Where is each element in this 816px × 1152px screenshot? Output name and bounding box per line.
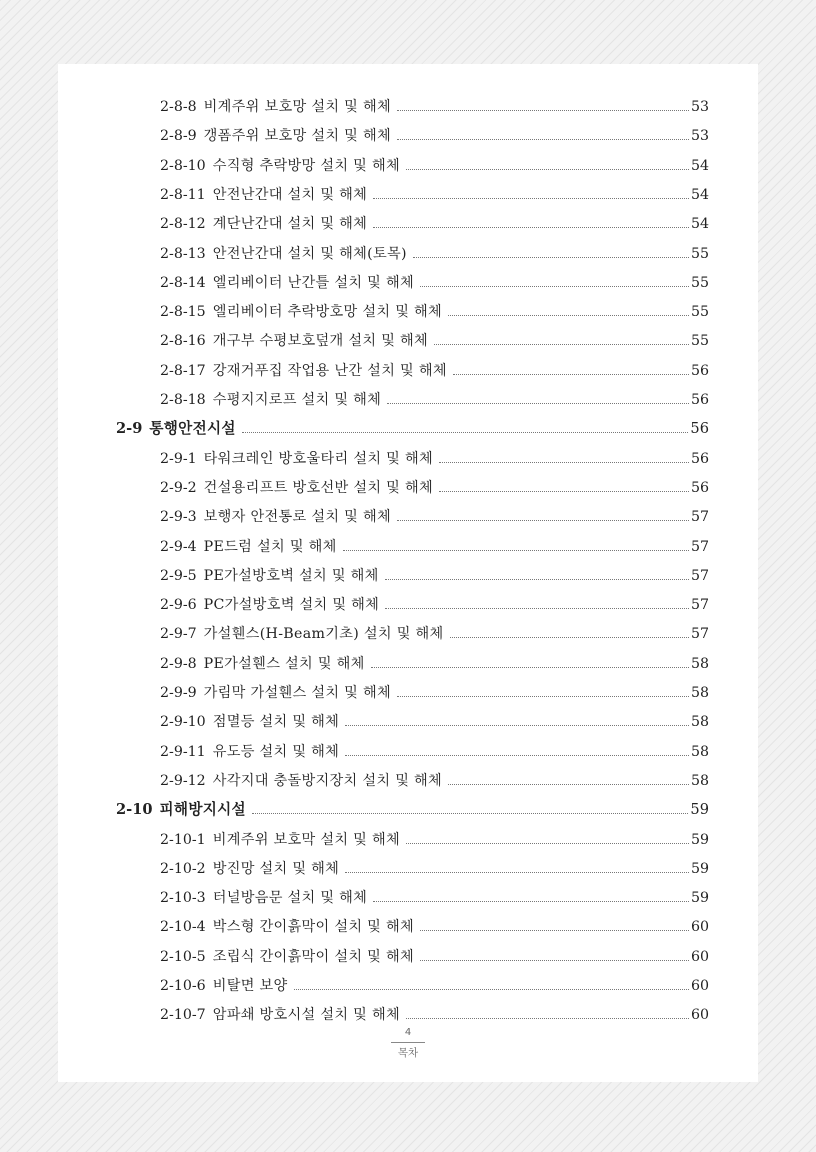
toc-entry-title: 비탈면 보양 xyxy=(212,978,288,994)
toc-entry-number: 2-9-1 xyxy=(160,450,197,467)
toc-entry-page: 53 xyxy=(690,99,709,115)
toc-entry-title: 방진망 설치 및 해체 xyxy=(212,860,340,877)
toc-entry-row[interactable] xyxy=(160,471,709,497)
toc-entry-title: 점멸등 설치 및 해체 xyxy=(212,714,340,731)
toc-dot-leader xyxy=(439,462,689,463)
toc-dot-leader xyxy=(252,813,689,814)
toc-dot-leader xyxy=(448,784,689,785)
toc-entry-number: 2-10 xyxy=(116,801,153,819)
toc-entry-page: 57 xyxy=(690,597,709,614)
toc-dot-leader xyxy=(453,374,689,375)
toc-dot-leader xyxy=(448,315,689,316)
toc-dot-leader xyxy=(373,227,689,228)
toc-entry-title: 타워크레인 방호울타리 설치 및 해체 xyxy=(203,450,433,467)
toc-dot-leader xyxy=(420,930,689,931)
toc-entry-row[interactable] xyxy=(160,823,709,849)
footer-label: 목차 xyxy=(397,1047,419,1059)
toc-entry-page: 59 xyxy=(690,831,709,848)
toc-dot-leader xyxy=(406,843,689,844)
toc-dot-leader xyxy=(420,960,689,961)
toc-entry-row[interactable] xyxy=(160,881,709,907)
toc-entry-number: 2-9-6 xyxy=(160,597,197,614)
toc-entry-row[interactable] xyxy=(160,617,709,643)
toc-entry-row[interactable] xyxy=(160,852,709,878)
toc-entry-page: 60 xyxy=(690,919,709,936)
toc-entry-row[interactable] xyxy=(160,998,709,1024)
toc-entry-row[interactable] xyxy=(160,940,709,966)
toc-entry-row[interactable] xyxy=(160,178,709,204)
toc-dot-leader xyxy=(397,110,689,111)
toc-entry-number: 2-9-4 xyxy=(160,538,197,555)
toc-entry-page: 56 xyxy=(690,392,709,408)
toc-entry-page: 56 xyxy=(690,420,709,438)
toc-entry-title: 박스형 간이흙막이 설치 및 해체 xyxy=(212,919,415,936)
toc-dot-leader xyxy=(294,989,689,990)
toc-entry-row[interactable] xyxy=(160,705,709,731)
toc-dot-leader xyxy=(413,257,689,258)
toc-entry-page: 55 xyxy=(690,245,709,262)
toc-entry-number: 2-9-11 xyxy=(160,743,206,760)
toc-entry-title: 통행안전시설 xyxy=(149,420,236,438)
toc-entry-title: PE가설방호벽 설치 및 해체 xyxy=(203,567,379,584)
toc-entry-number: 2-10-6 xyxy=(160,978,206,994)
toc-entry-number: 2-10-7 xyxy=(160,1007,206,1024)
toc-entry-number: 2-10-2 xyxy=(160,860,206,877)
toc-dot-leader xyxy=(397,520,689,521)
toc-entry-number: 2-8-14 xyxy=(160,274,206,291)
toc-entry-page: 57 xyxy=(690,626,709,643)
toc-dot-leader xyxy=(434,344,689,345)
toc-entry-title: 안전난간대 설치 및 해체(토목) xyxy=(212,245,407,262)
toc-entry-number: 2-8-17 xyxy=(160,362,206,379)
toc-dot-leader xyxy=(345,725,689,726)
toc-entry-page: 57 xyxy=(690,538,709,555)
toc-entry-row[interactable] xyxy=(160,969,709,995)
toc-dot-leader xyxy=(450,637,689,638)
toc-entry-row[interactable] xyxy=(160,90,709,116)
toc-entry-row[interactable] xyxy=(160,559,709,585)
toc-entry-page: 58 xyxy=(690,743,709,760)
toc-dot-leader xyxy=(385,579,689,580)
page-footer xyxy=(58,1026,758,1060)
toc-entry-row[interactable] xyxy=(160,324,709,350)
toc-entry-number: 2-8-9 xyxy=(160,128,197,145)
toc-entry-page: 54 xyxy=(690,157,709,174)
toc-entry-page: 60 xyxy=(690,978,709,994)
toc-entry-title: 터널방음문 설치 및 해체 xyxy=(212,890,368,907)
toc-dot-leader xyxy=(420,286,689,287)
toc-entry-title: 가설휀스(H-Beam기초) 설치 및 해체 xyxy=(203,626,444,643)
toc-dot-leader xyxy=(373,901,689,902)
toc-entry-number: 2-10-5 xyxy=(160,948,206,965)
toc-entry-number: 2-8-16 xyxy=(160,333,206,350)
toc-entry-title: 건설용리프트 방호선반 설치 및 해체 xyxy=(203,479,433,496)
toc-entry-number: 2-8-13 xyxy=(160,245,206,262)
toc-entry-title: 수평지지로프 설치 및 해체 xyxy=(212,392,382,408)
toc-entry-title: PE가설휀스 설치 및 해체 xyxy=(203,655,365,672)
page-number: 4 xyxy=(404,1027,412,1038)
toc-entry-number: 2-8-12 xyxy=(160,216,206,233)
toc-entry-row[interactable] xyxy=(160,676,709,702)
toc-entry-title: 피해방지시설 xyxy=(159,801,246,819)
toc-entry-page: 54 xyxy=(690,186,709,203)
toc-entry-number: 2-9-8 xyxy=(160,655,197,672)
toc-entry-page: 54 xyxy=(690,216,709,233)
toc-entry-row[interactable] xyxy=(160,119,709,145)
toc-entry-number: 2-8-18 xyxy=(160,392,206,408)
toc-entry-row[interactable] xyxy=(160,530,709,556)
toc-entry-number: 2-8-15 xyxy=(160,304,206,321)
toc-entry-number: 2-10-4 xyxy=(160,919,206,936)
toc-entry-page: 58 xyxy=(690,772,709,789)
toc-entry-page: 60 xyxy=(690,1007,709,1024)
toc-section-row[interactable] xyxy=(116,793,709,819)
toc-entry-page: 55 xyxy=(690,304,709,321)
toc-entry-row[interactable] xyxy=(160,149,709,175)
toc-entry-row[interactable] xyxy=(160,383,709,409)
toc-entry-title: 갱폼주위 보호망 설치 및 해체 xyxy=(203,128,391,145)
toc-dot-leader xyxy=(397,139,689,140)
toc-entry-number: 2-9-3 xyxy=(160,509,197,526)
toc-dot-leader xyxy=(385,608,689,609)
toc-entry-page: 58 xyxy=(690,714,709,731)
toc-entry-number: 2-10-3 xyxy=(160,890,206,907)
toc-dot-leader xyxy=(345,755,689,756)
toc-entry-page: 57 xyxy=(690,509,709,526)
toc-entry-page: 55 xyxy=(690,274,709,291)
toc-entry-title: 엘리베이터 추락방호망 설치 및 해체 xyxy=(212,304,443,321)
toc-entry-row[interactable] xyxy=(160,500,709,526)
toc-entry-number: 2-9 xyxy=(116,420,143,438)
toc-dot-leader xyxy=(387,403,689,404)
toc-entry-title: 보행자 안전통로 설치 및 해체 xyxy=(203,509,391,526)
toc-entry-page: 56 xyxy=(690,450,709,467)
toc-entry-number: 2-9-2 xyxy=(160,479,197,496)
toc-entry-row[interactable] xyxy=(160,442,709,468)
toc-entry-title: 비계주위 보호망 설치 및 해체 xyxy=(203,99,391,115)
toc-entry-number: 2-9-9 xyxy=(160,685,197,701)
toc-entry-row[interactable] xyxy=(160,735,709,761)
document-page xyxy=(58,64,758,1082)
toc-dot-leader xyxy=(373,198,689,199)
toc-entry-title: PC가설방호벽 설치 및 해체 xyxy=(203,597,380,614)
toc-entry-title: 엘리베이터 난간틀 설치 및 해체 xyxy=(212,274,415,291)
toc-entry-number: 2-10-1 xyxy=(160,831,206,848)
footer-divider xyxy=(391,1042,425,1043)
toc-entry-page: 56 xyxy=(690,362,709,379)
toc-entry-title: PE드럼 설치 및 해체 xyxy=(203,538,337,555)
toc-entry-row[interactable] xyxy=(160,910,709,936)
toc-section-row[interactable] xyxy=(116,412,709,438)
toc-dot-leader xyxy=(345,872,689,873)
toc-entry-row[interactable] xyxy=(160,588,709,614)
toc-entry-number: 2-8-11 xyxy=(160,186,206,203)
toc-entry-title: 가림막 가설휀스 설치 및 해체 xyxy=(203,685,391,701)
toc-dot-leader xyxy=(439,491,689,492)
toc-entry-row[interactable] xyxy=(160,295,709,321)
toc-dot-leader xyxy=(343,550,689,551)
toc-entry-page: 58 xyxy=(690,685,709,701)
toc-entry-title: 조립식 간이흙막이 설치 및 해체 xyxy=(212,948,415,965)
toc-entry-title: 사각지대 충돌방지장치 설치 및 해체 xyxy=(212,772,443,789)
toc-entry-title: 비계주위 보호막 설치 및 해체 xyxy=(212,831,401,848)
toc-entry-page: 59 xyxy=(690,860,709,877)
toc-entry-title: 암파쇄 방호시설 설치 및 해체 xyxy=(212,1007,401,1024)
toc-entry-title: 안전난간대 설치 및 해체 xyxy=(212,186,368,203)
toc-dot-leader xyxy=(406,169,689,170)
toc-entry-row[interactable] xyxy=(160,237,709,263)
toc-entry-row[interactable] xyxy=(160,354,709,380)
toc-entry-title: 유도등 설치 및 해체 xyxy=(212,743,340,760)
toc-entry-page: 60 xyxy=(690,948,709,965)
toc-entry-page: 59 xyxy=(690,890,709,907)
toc-entry-number: 2-8-8 xyxy=(160,99,197,115)
toc-dot-leader xyxy=(371,667,689,668)
toc-dot-leader xyxy=(242,432,689,433)
toc-dot-leader xyxy=(406,1018,689,1019)
toc-entry-row[interactable] xyxy=(160,647,709,673)
toc-entry-number: 2-8-10 xyxy=(160,157,206,174)
toc-entry-title: 계단난간대 설치 및 해체 xyxy=(212,216,368,233)
toc-entry-title: 강재거푸집 작업용 난간 설치 및 해체 xyxy=(212,362,447,379)
toc-entry-number: 2-9-5 xyxy=(160,567,197,584)
toc-entry-page: 53 xyxy=(690,128,709,145)
toc-entry-number: 2-9-10 xyxy=(160,714,206,731)
toc-entry-row[interactable] xyxy=(160,266,709,292)
toc-entry-page: 59 xyxy=(690,801,709,819)
toc-entry-row[interactable] xyxy=(160,764,709,790)
toc-entry-row[interactable] xyxy=(160,207,709,233)
toc-entry-title: 수직형 추락방망 설치 및 해체 xyxy=(212,157,401,174)
toc-entry-page: 56 xyxy=(690,479,709,496)
toc-entry-page: 57 xyxy=(690,567,709,584)
toc-entry-title: 개구부 수평보호덮개 설치 및 해체 xyxy=(212,333,429,350)
toc-entry-number: 2-9-12 xyxy=(160,772,206,789)
toc-entry-number: 2-9-7 xyxy=(160,626,197,643)
toc-entry-page: 55 xyxy=(690,333,709,350)
toc-entry-page: 58 xyxy=(690,655,709,672)
toc-dot-leader xyxy=(397,696,689,697)
